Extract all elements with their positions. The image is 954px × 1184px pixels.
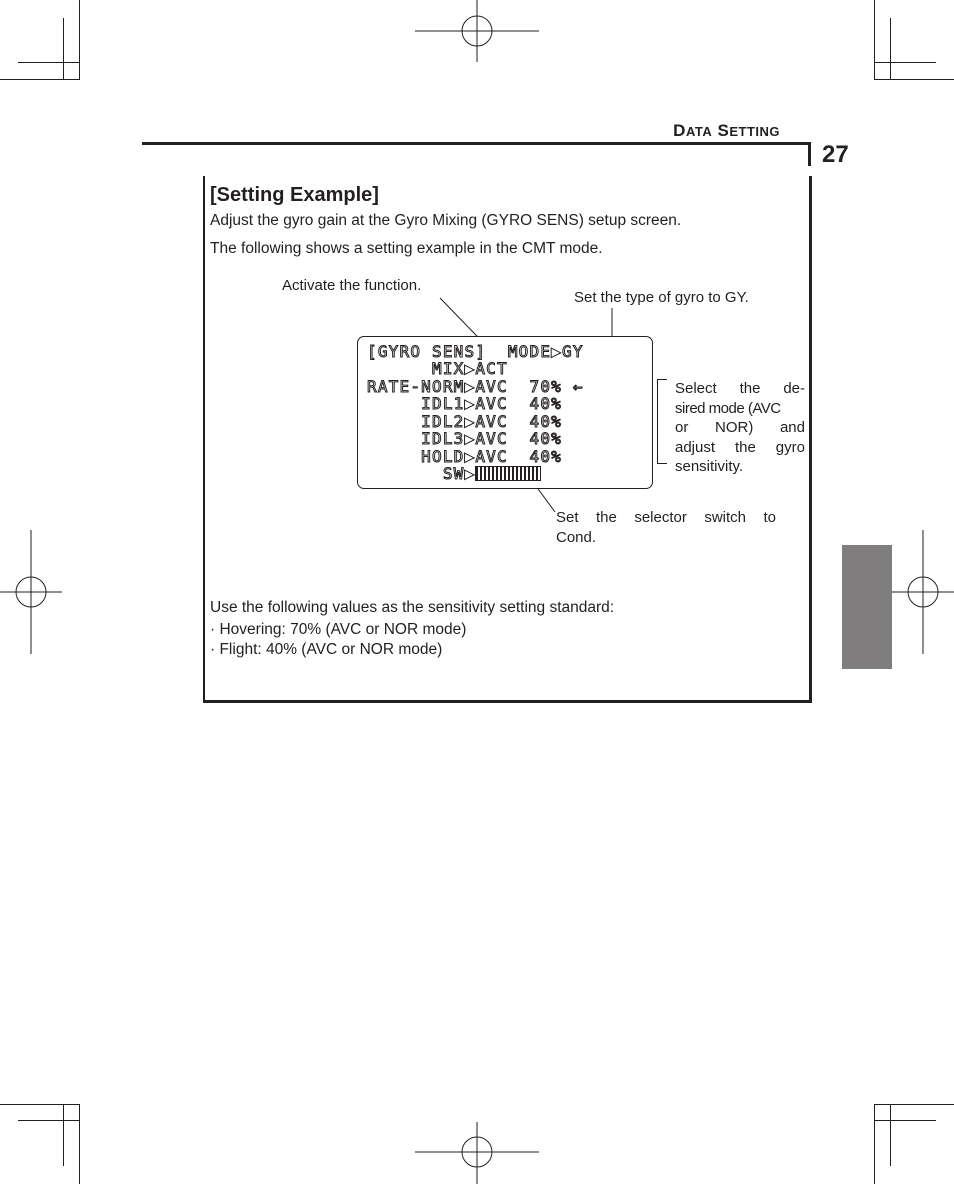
callout-activate: Activate the function. [282, 277, 422, 294]
standard-flight: · Flight: 40% (AVC or NOR mode) [210, 641, 443, 658]
intro-text-1: Adjust the gyro gain at the Gyro Mixing (GYRO SENS) setup screen. [210, 212, 682, 229]
lcd-idl3-line: IDL3▶AVC 40% [367, 429, 562, 448]
callout-gyro-type: Set the type of gyro to GY. [574, 289, 749, 306]
switch-selector-box [475, 466, 541, 481]
intro-text-2: The following shows a setting example in the CMT mode. [210, 240, 603, 257]
lcd-mix-line: MIX▶ACT [367, 359, 508, 378]
lcd-title-line: [GYRO SENS] MODE▶GY [367, 342, 584, 361]
lcd-idl1-line: IDL1▶AVC 40% [367, 394, 562, 413]
lcd-screen [357, 336, 653, 489]
callout-mode: Select the de- sired mode (AVC or NOR) and adjust the gyro sensitivity. [675, 380, 805, 475]
example-heading: [Setting Example] [210, 184, 379, 206]
lcd-idl2-line: IDL2▶AVC 40% [367, 412, 562, 431]
page-number-divider [808, 142, 811, 166]
section-title: DATA SETTING [673, 121, 780, 140]
callout-switch: Set the selector switch to Cond. [556, 509, 776, 546]
chapter-side-tab [842, 545, 892, 669]
lcd-norm-line: RATE-NORM▶AVC 70% ← [367, 377, 584, 396]
page-number: 27 [822, 141, 849, 168]
lcd-hold-line: HOLD▶AVC 40% [367, 447, 562, 466]
standard-intro: Use the following values as the sensitivity setting standard: [210, 599, 615, 616]
header-rule [142, 142, 810, 145]
lcd-switch-line: SW▶ [367, 464, 541, 483]
standard-hovering: · Hovering: 70% (AVC or NOR mode) [210, 621, 467, 638]
callout-bracket [657, 379, 667, 464]
